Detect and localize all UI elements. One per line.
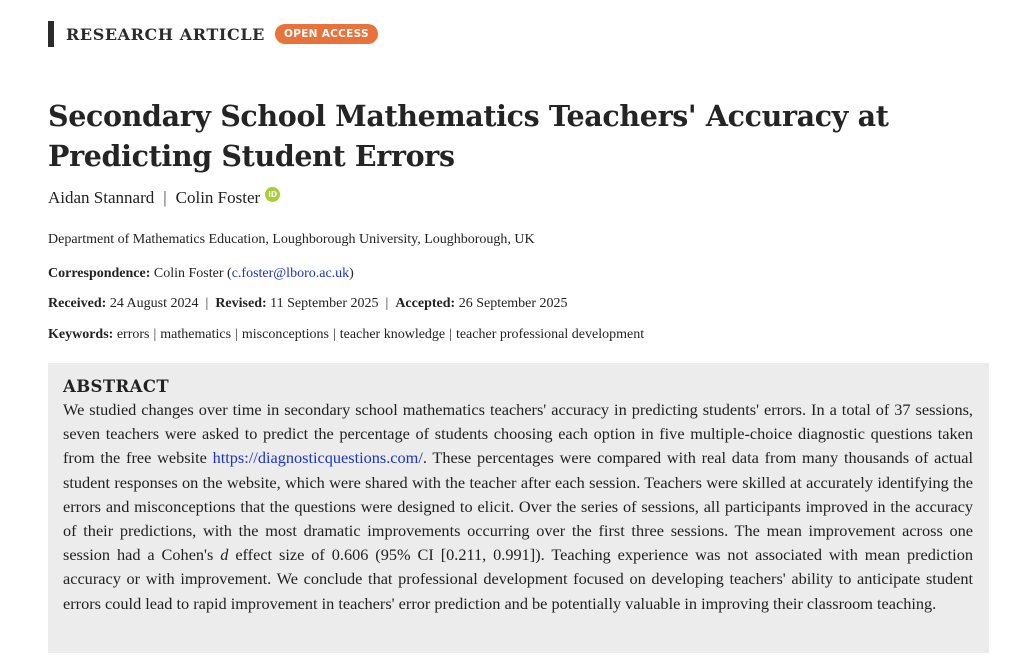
author-name[interactable]: Colin Foster	[175, 188, 261, 207]
abstract-heading: ABSTRACT	[63, 377, 170, 396]
author-name[interactable]: Aidan Stannard	[48, 188, 155, 207]
affiliation: Department of Mathematics Education, Loughborough University, Loughborough, UK	[48, 232, 535, 247]
correspondence-name: Colin Foster	[153, 266, 224, 281]
article-type-label: RESEARCH ARTICLE	[66, 24, 265, 44]
keywords: Keywords: errors | mathematics | misconceptions | teacher knowledge | teacher professional development	[48, 327, 645, 342]
correspondence-label: Correspondence:	[48, 266, 151, 281]
keyword[interactable]: misconceptions	[241, 327, 329, 342]
diagnostic-questions-link[interactable]: https://diagnosticquestions.com/	[212, 448, 423, 468]
keyword[interactable]: mathematics	[160, 327, 232, 342]
accepted-label: Accepted:	[395, 296, 456, 311]
received-date: 24 August 2024	[109, 296, 199, 311]
correspondence: Correspondence: Colin Foster (c.foster@lboro.ac.uk)	[48, 266, 354, 281]
article-type-header	[48, 21, 378, 47]
orcid-icon[interactable]: iD	[265, 187, 280, 202]
accepted-date: 26 September 2025	[458, 296, 568, 311]
keywords-label: Keywords:	[48, 327, 114, 342]
revised-date: 11 September 2025	[270, 296, 379, 311]
received-label: Received:	[48, 296, 107, 311]
abstract-text: We studied changes over time in secondary school mathematics teachers' accuracy in predicting students' errors. In a total of 37 sessions, seven teachers were asked to predict the percentage of students choosing each option in five multiple-choice diagnostic questions taken from the free website https://diagnosticquestions.com/. These percentages were compared with real data from many thousands of actual student responses on the website, which were shared with the teacher after each session. Teachers were skilled at accurately identifying the errors and misconceptions that the questions were designed to elicit. Over the series of sessions, all participants improved in the accuracy of their predictions, with the most dramatic improvements occurring over the first three sessions. The mean improvement across one session had a Cohen's d effect size of 0.606 (95% CI [0.211, 0.991]). Teaching experience was not associated with mean prediction accuracy or with improvement. We conclude that professional development focused on developing teachers' ability to anticipate student errors could lead to rapid improvement in teachers' error prediction and be potentially valuable in improving their classroom teaching.	[63, 400, 974, 613]
keyword[interactable]: teacher knowledge	[339, 327, 446, 342]
keyword[interactable]: teacher professional development	[455, 327, 645, 342]
header-accent-bar	[48, 21, 54, 47]
author-list	[48, 188, 280, 208]
open-access-badge: OPEN ACCESS	[275, 24, 378, 44]
article-dates: Received: 24 August 2024 | Revised: 11 September 2025 | Accepted: 26 September 2025	[48, 296, 568, 311]
revised-label: Revised:	[215, 296, 267, 311]
author-separator: |	[163, 188, 167, 207]
abstract-box	[48, 363, 989, 653]
keyword[interactable]: errors	[116, 327, 150, 342]
correspondence-email-link[interactable]: c.foster@lboro.ac.uk	[231, 266, 350, 281]
article-title: Secondary School Mathematics Teachers' Accuracy at Predicting Student Errors	[48, 99, 889, 173]
